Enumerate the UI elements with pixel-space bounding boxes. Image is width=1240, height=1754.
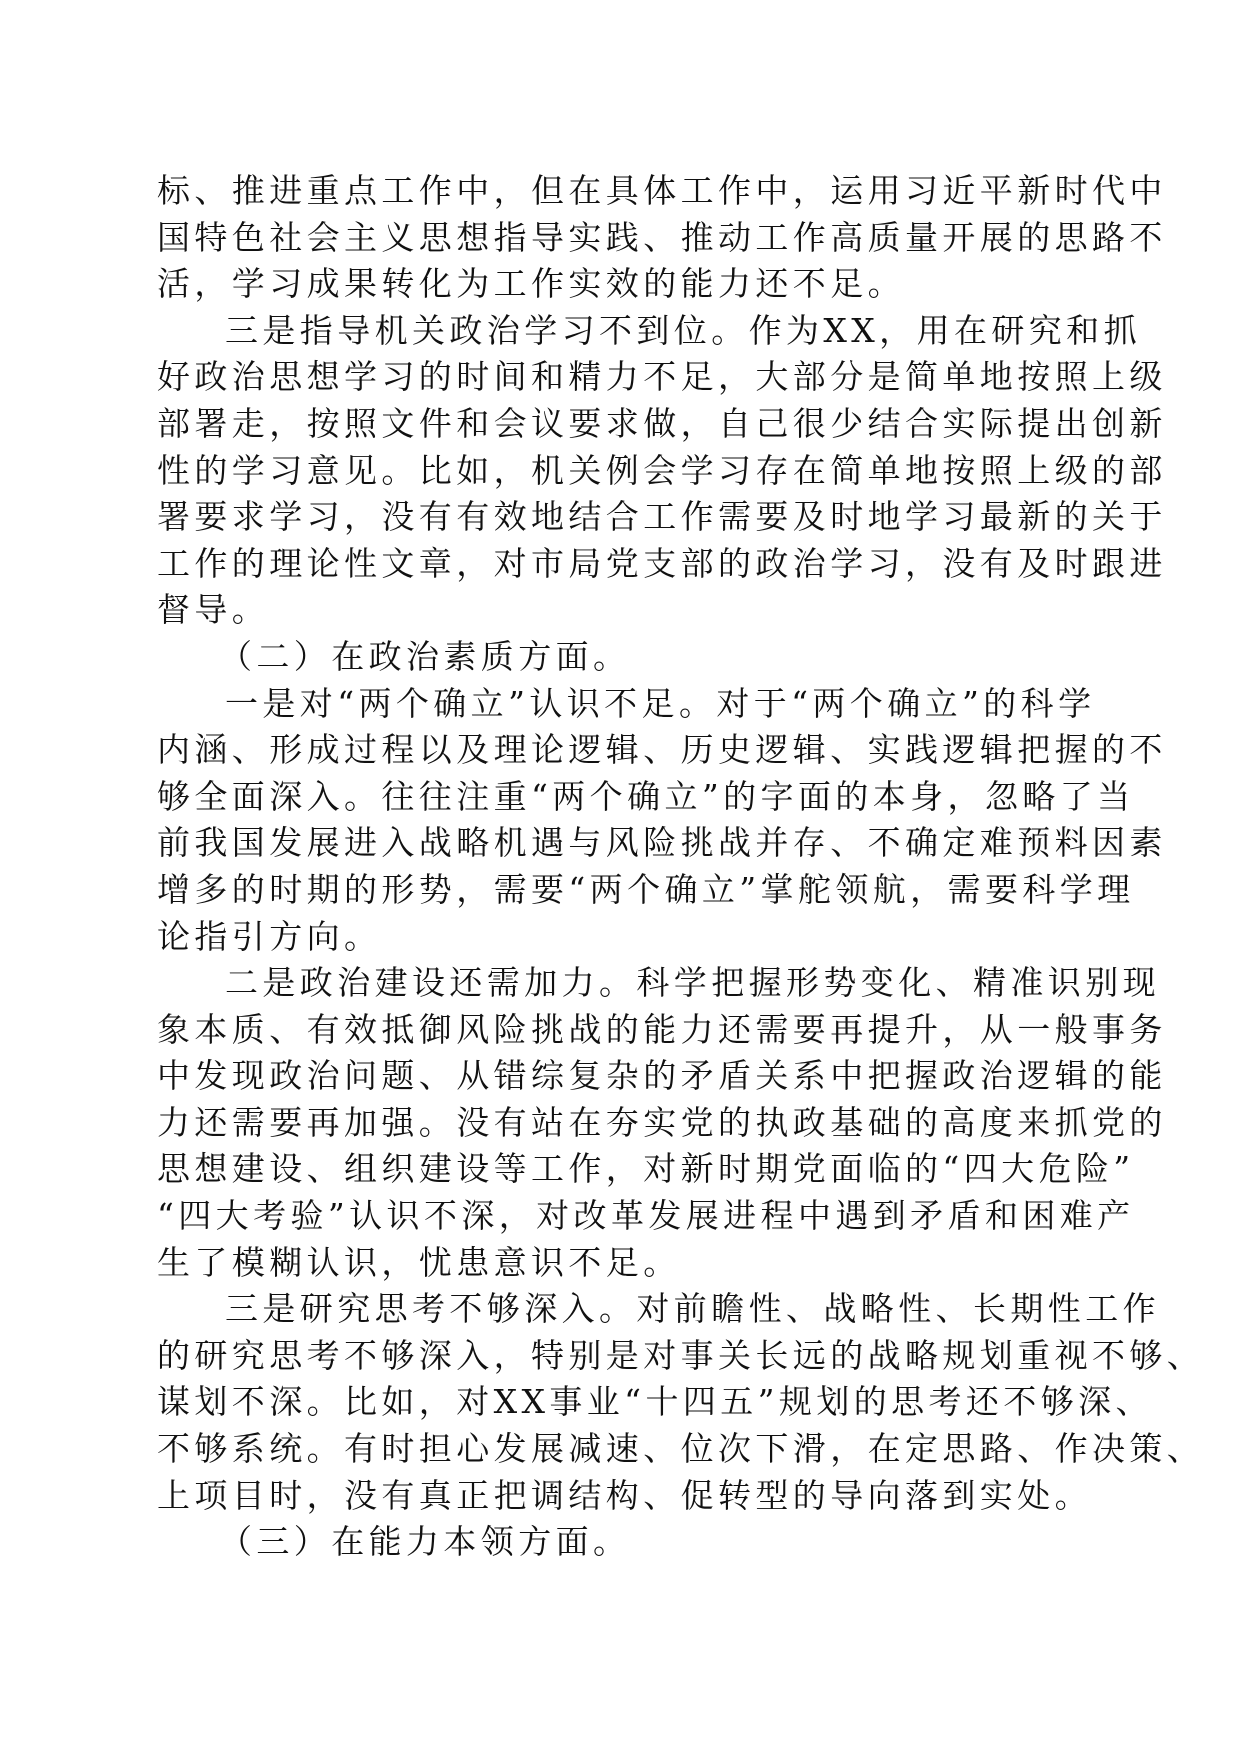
text-line: 标、推进重点工作中，但在具体工作中，运用习近平新时代中 — [157, 171, 1167, 210]
text-line: 象本质、有效抵御风险挑战的能力还需要再提升，从一般事务 — [157, 1009, 1167, 1049]
text-line: 中发现政治问题、从错综复杂的矛盾关系中把握政治逻辑的能 — [157, 1056, 1167, 1096]
text-line: 生了模糊认识，忧患意识不足。 — [157, 1242, 681, 1282]
text-line: 论指引方向。 — [157, 916, 382, 956]
text-line: 够全面深入。往往注重“两个确立”的字面的本身，忽略了当 — [157, 776, 1135, 816]
text-line: 性的学习意见。比如，机关例会学习存在简单地按照上级的部 — [157, 450, 1167, 490]
section-heading: （三）在能力本领方面。 — [219, 1522, 631, 1562]
text-line: 署要求学习，没有有效地结合工作需要及时地学习最新的关于 — [157, 497, 1167, 537]
text-line: 三是研究思考不够深入。对前瞻性、战略性、长期性工作 — [225, 1289, 1160, 1329]
section-heading: （二）在政治素质方面。 — [219, 636, 631, 676]
text-line: 内涵、形成过程以及理论逻辑、历史逻辑、实践逻辑把握的不 — [157, 730, 1167, 770]
text-line: 部署走，按照文件和会议要求做，自己很少结合实际提出创新 — [157, 403, 1167, 443]
text-line: “四大考验”认识不深，对改革发展进程中遇到矛盾和困难产 — [157, 1196, 1135, 1236]
document-body — [157, 168, 1205, 1566]
text-line: 前我国发展进入战略机遇与风险挑战并存、不确定难预料因素 — [157, 823, 1167, 863]
text-line: 工作的理论性文章，对市局党支部的政治学习，没有及时跟进 — [157, 543, 1167, 583]
text-line: 三是指导机关政治学习不到位。作为XX，用在研究和抓 — [225, 310, 1141, 350]
text-line: 力还需要再加强。没有站在夯实党的执政基础的高度来抓党的 — [157, 1102, 1167, 1142]
text-line: 上项目时，没有真正把调结构、促转型的导向落到实处。 — [157, 1475, 1092, 1515]
text-line: 谋划不深。比如，对XX事业“十四五”规划的思考还不够深、 — [157, 1382, 1153, 1422]
text-line: 国特色社会主义思想指导实践、推动工作高质量开展的思路不 — [157, 217, 1167, 257]
text-line: 不够系统。有时担心发展减速、位次下滑，在定思路、作决策、 — [157, 1429, 1205, 1469]
text-line: 二是政治建设还需加力。科学把握形势变化、精准识别现 — [225, 963, 1160, 1003]
document-page — [157, 168, 1205, 1566]
text-line: 思想建设、组织建设等工作，对新时期党面临的“四大危险” — [157, 1149, 1135, 1189]
text-line: 活，学习成果转化为工作实效的能力还不足。 — [157, 264, 905, 304]
text-line: 的研究思考不够深入，特别是对事关长远的战略规划重视不够、 — [157, 1335, 1205, 1375]
text-line: 督导。 — [157, 590, 270, 630]
text-line: 好政治思想学习的时间和精力不足，大部分是简单地按照上级 — [157, 357, 1167, 397]
text-line: 增多的时期的形势，需要“两个确立”掌舵领航，需要科学理 — [157, 869, 1135, 909]
text-line: 一是对“两个确立”认识不足。对于“两个确立”的科学 — [225, 683, 1096, 723]
